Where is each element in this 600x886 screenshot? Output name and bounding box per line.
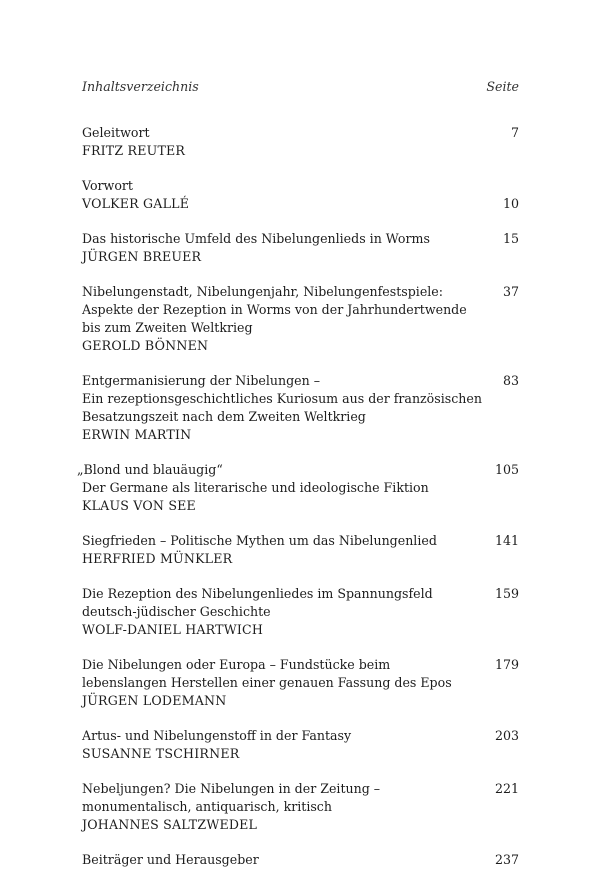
toc-entry-title-line: deutsch-jüdischer Geschichte bbox=[82, 604, 271, 619]
toc-entry-page-number: 10 bbox=[502, 196, 519, 211]
toc-entry-author: JÜRGEN LODEMANN bbox=[82, 693, 227, 708]
toc-entry-text bbox=[82, 283, 479, 355]
toc-entry-text bbox=[77, 461, 479, 515]
toc-entry bbox=[82, 727, 519, 763]
toc-entry-title-line: Geleitwort bbox=[82, 125, 150, 140]
toc-entry-title-line: Die Rezeption des Nibelungenliedes im Spannungsfeld bbox=[82, 586, 433, 601]
toc-entry-title-line: Aspekte der Rezeption in Worms von der Jahrhundertwende bbox=[82, 302, 467, 317]
toc-entry-author: HERFRIED MÜNKLER bbox=[82, 551, 233, 566]
toc-entry-title-line: Nibelungenstadt, Nibelungenjahr, Nibelungenfestspiele: bbox=[82, 284, 444, 299]
toc-entry-page-number: 203 bbox=[494, 728, 519, 743]
toc-entry bbox=[82, 851, 519, 869]
toc-entry bbox=[77, 461, 519, 515]
toc-entry-page-number: 37 bbox=[502, 284, 519, 299]
toc-entry-page-number: 105 bbox=[494, 462, 519, 477]
toc-entry-author: JÜRGEN BREUER bbox=[82, 249, 202, 264]
toc-entry-title-line: Nebeljungen? Die Nibelungen in der Zeitung – bbox=[82, 781, 381, 796]
toc-entry-title-line: Siegfrieden – Politische Mythen um das Nibelungenlied bbox=[82, 533, 437, 548]
toc-entry-title-line: Beiträger und Herausgeber bbox=[82, 852, 259, 867]
toc-entry-title-line: Ein rezeptionsgeschichtliches Kuriosum aus der französischen bbox=[82, 391, 482, 406]
toc-entry-title-line: „Blond und blauäugig“ bbox=[77, 462, 223, 477]
toc-entry-author: SUSANNE TSCHIRNER bbox=[82, 746, 240, 761]
toc-entry-page-number: 179 bbox=[494, 657, 519, 672]
toc-entries bbox=[77, 124, 519, 869]
toc-entry-text bbox=[82, 124, 479, 160]
toc-title: Inhaltsverzeichnis bbox=[82, 79, 199, 94]
toc-entry-page-number: 15 bbox=[502, 231, 519, 246]
toc-entry-title-line: Die Nibelungen oder Europa – Fundstücke beim bbox=[82, 657, 391, 672]
toc-entry-page-number: 83 bbox=[502, 373, 519, 388]
toc-entry bbox=[82, 230, 519, 266]
toc-entry-text bbox=[82, 177, 479, 213]
toc-entry-page-number: 141 bbox=[494, 533, 519, 548]
toc-entry-title-line: bis zum Zweiten Weltkrieg bbox=[82, 320, 253, 335]
toc-entry-page-number: 221 bbox=[494, 781, 519, 796]
toc-entry-author: GEROLD BÖNNEN bbox=[82, 338, 209, 353]
toc-entry-author: ERWIN MARTIN bbox=[82, 427, 192, 442]
toc-entry-page-number: 159 bbox=[494, 586, 519, 601]
toc-entry-page-number: 237 bbox=[494, 852, 519, 867]
toc-entry-title-line: Der Germane als literarische und ideologische Fiktion bbox=[82, 480, 429, 495]
toc-entry-text bbox=[82, 585, 479, 639]
toc-entry-title-line: Besatzungszeit nach dem Zweiten Weltkrieg bbox=[82, 409, 366, 424]
toc-entry-author: VOLKER GALLÉ bbox=[82, 196, 190, 211]
toc-entry-author: FRITZ REUTER bbox=[82, 143, 186, 158]
toc-entry-title-line: Vorwort bbox=[82, 178, 133, 193]
toc-entry bbox=[82, 283, 519, 355]
toc-entry-title-line: Entgermanisierung der Nibelungen – bbox=[82, 373, 321, 388]
toc-entry-author: JOHANNES SALTZWEDEL bbox=[82, 817, 258, 832]
toc-entry bbox=[82, 372, 519, 444]
toc-entry bbox=[82, 532, 519, 568]
toc-entry-text bbox=[82, 780, 479, 834]
toc-entry bbox=[82, 177, 519, 213]
toc-entry-text bbox=[82, 230, 479, 266]
toc-entry-title-line: Artus- und Nibelungenstoff in der Fantasy bbox=[82, 728, 352, 743]
toc-entry-author: WOLF-DANIEL HARTWICH bbox=[82, 622, 264, 637]
toc-entry-text bbox=[82, 532, 479, 568]
page-column-label: Seite bbox=[486, 79, 519, 94]
toc-entry-title-line: monumentalisch, antiquarisch, kritisch bbox=[82, 799, 332, 814]
toc-header bbox=[82, 78, 519, 98]
toc-entry-text bbox=[82, 656, 479, 710]
toc-entry bbox=[82, 780, 519, 834]
toc-entry bbox=[82, 585, 519, 639]
toc-entry-text bbox=[82, 851, 479, 869]
toc-entry-text bbox=[82, 372, 482, 444]
toc-entry-title-line: Das historische Umfeld des Nibelungenlieds in Worms bbox=[82, 231, 430, 246]
table-of-contents bbox=[77, 78, 519, 886]
toc-entry bbox=[82, 124, 519, 160]
toc-entry-page-number: 7 bbox=[510, 125, 519, 140]
toc-entry bbox=[82, 656, 519, 710]
toc-entry-title-line: lebenslangen Herstellen einer genauen Fassung des Epos bbox=[82, 675, 452, 690]
toc-entry-text bbox=[82, 727, 479, 763]
toc-entry-author: KLAUS VON SEE bbox=[82, 498, 196, 513]
